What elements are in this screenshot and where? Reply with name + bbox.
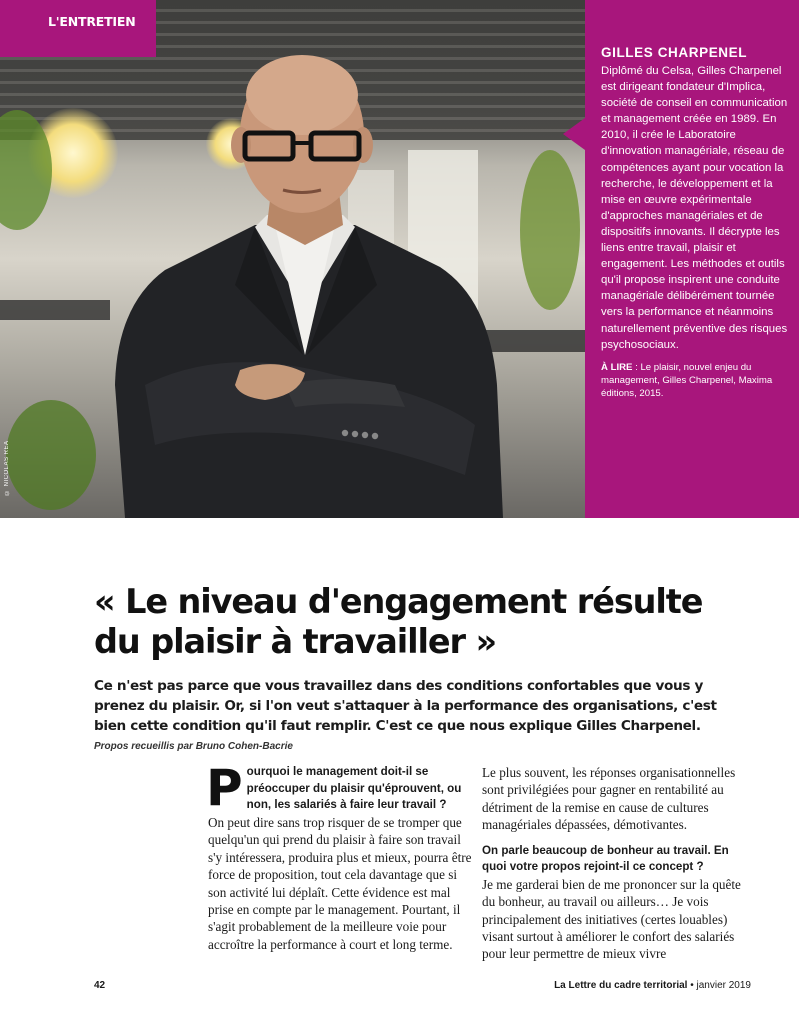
- answer-2: Je me garderai bien de me prononcer sur la quête du bonheur, au travail ou ailleurs… Je vois principalement des initiatives (certes louables) visant surtout à améliorer le confort des salariés pour leur permettre de mieux vivre: [482, 876, 741, 962]
- section-tab: [0, 0, 156, 57]
- article-column-left: [206, 759, 478, 953]
- publication-name: La Lettre du cadre territorial: [554, 980, 688, 991]
- bio-pointer: [563, 118, 585, 150]
- bio-read-label: À LIRE: [601, 361, 633, 373]
- bio-name: GILLES CHARPENEL: [601, 45, 748, 60]
- portrait-figure: [105, 55, 505, 518]
- article-lead: Ce n'est pas parce que vous travaillez dans des conditions confortables que vous y prenez du plaisir. Or, si l'on veut s'attaquer à la performance des organisations, c'est bien cette condition qu'il faut remplir. C'est ce que nous explique Gilles Charpenel.: [94, 678, 717, 734]
- question-2: On parle beaucoup de bonheur au travail. En quoi votre propos rejoint-il ce concept ?: [482, 843, 729, 874]
- bio-text: Diplômé du Celsa, Gilles Charpenel est dirigeant fondateur d'Implica, société de conseil en communication et management créée en 1989. En 2010, il crée le Laboratoire d'innovation managériale, réseau de compétences ayant pour vocation la recherche, le développement et la mise en œuvre expérimentale d'approches managériales et de dispositifs innovants. Il décrypte les liens entre travail, plaisir et engagement. Les méthodes et outils qu'il propose inspirent une conduite managériale délibérément tournée vers la performance et néanmoins naturellement préventive des risques psychosociaux.: [601, 65, 788, 351]
- photo-credit: © NICOLAS REA: [4, 440, 10, 495]
- bio-reading: [601, 361, 789, 400]
- question-1: ourquoi le management doit-il se préoccuper du plaisir qu'éprouvent, ou non, les salariés à faire leur travail ?: [246, 765, 462, 812]
- footer-publication: [554, 980, 751, 991]
- answer-1-continued: Le plus souvent, les réponses organisationnelles sont privilégiées pour gagner en rentabilité au détriment de la remise en cause de cultures managériales dépassées, démotivantes.: [482, 765, 736, 833]
- article-column-right: [482, 764, 752, 963]
- photo-plant: [6, 400, 96, 510]
- section-label: L'ENTRETIEN: [48, 14, 136, 29]
- photo-desk: [0, 300, 110, 320]
- page-number: 42: [94, 980, 106, 991]
- article-headline: « Le niveau d'engagement résulte du plaisir à travailler »: [94, 582, 703, 661]
- photo-plant: [520, 150, 580, 310]
- publication-date: • janvier 2019: [687, 980, 751, 991]
- bio-box: [585, 0, 799, 518]
- bio-read-text: : Le plaisir, nouvel enjeu du management, Gilles Charpenel, Maxima éditions, 2015.: [601, 361, 773, 399]
- interview-photo: [0, 0, 585, 518]
- answer-1: On peut dire sans trop risquer de se tromper que quelqu'un qui prend du plaisir à faire son travail s'y intéressera, produira plus et mieux, pourra être force de proposition, tout cela davantage que si son activité lui déplaît. Cette évidence est mal prise en compte par le management. Pourtant, il s'agit probablement de la meilleure voie pour accroître la performance à court et long terme.: [208, 815, 472, 952]
- dropcap: P: [206, 759, 243, 817]
- first-question: [206, 759, 478, 817]
- article-byline: Propos recueillis par Bruno Cohen-Bacrie: [94, 741, 293, 752]
